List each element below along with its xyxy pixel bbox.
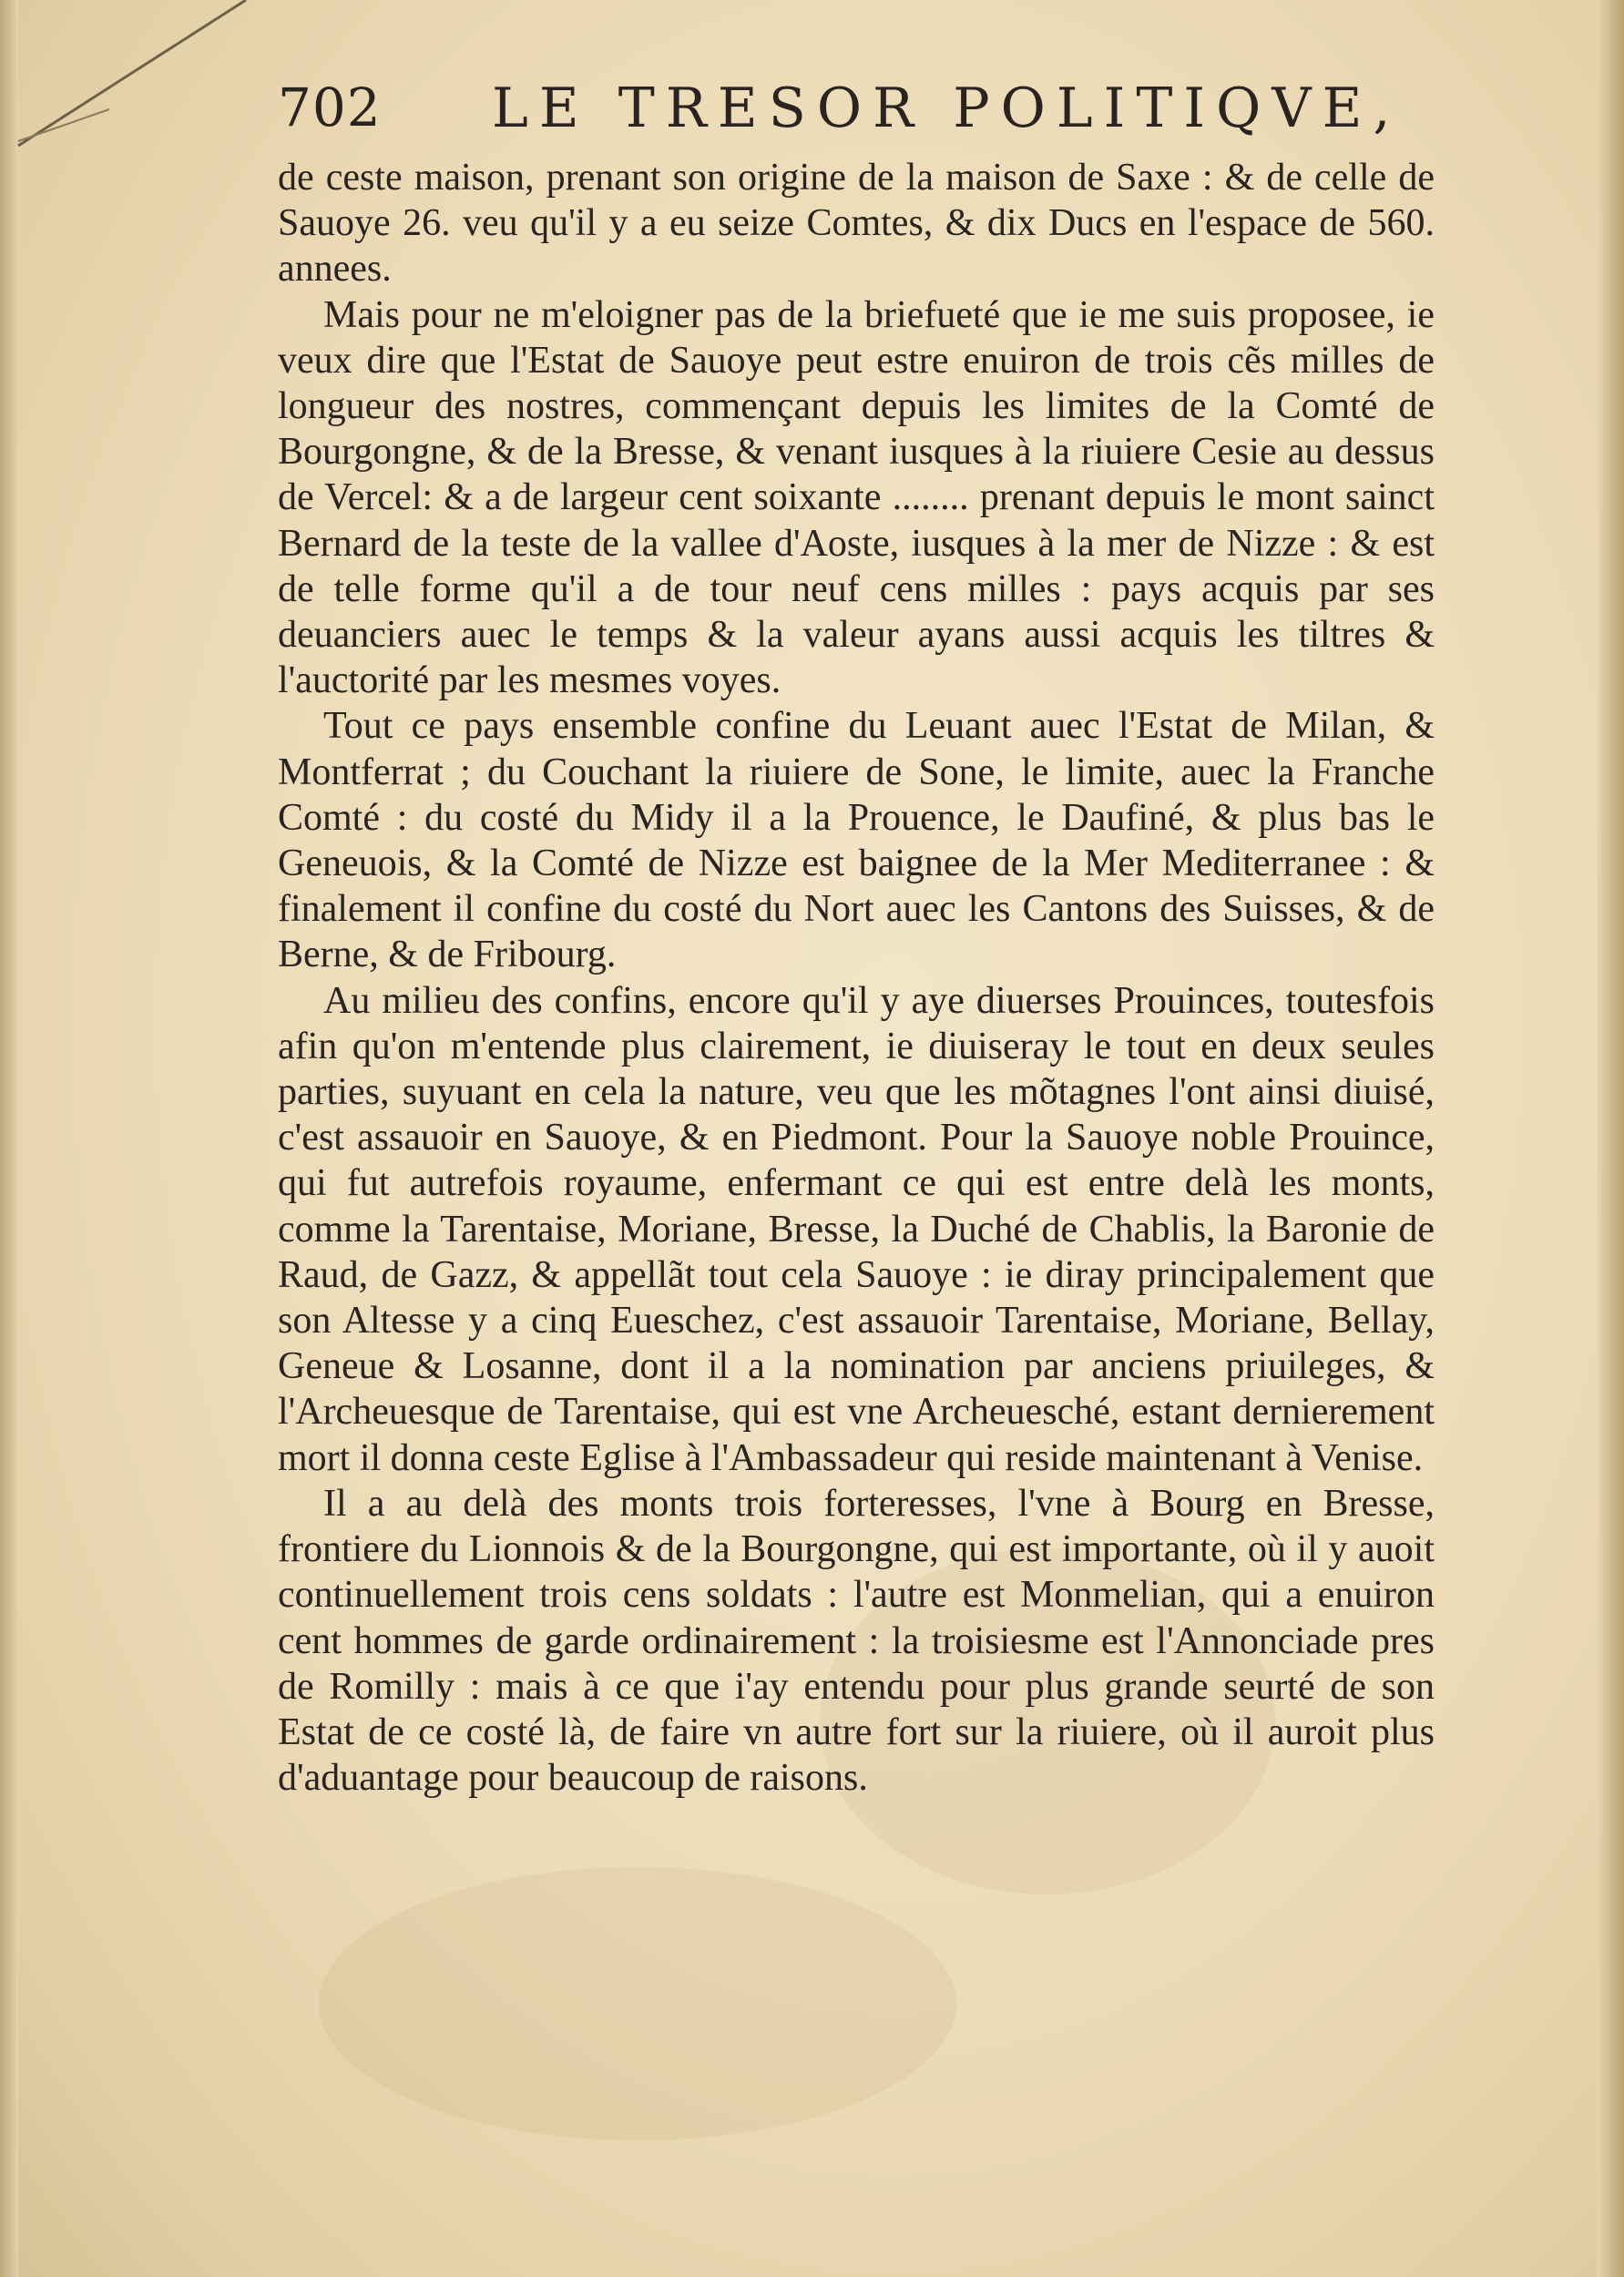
page-number: 702: [278, 77, 382, 138]
paragraph: Mais pour ne m'eloigner pas de la briefueté que ie me suis proposee, ie veux dire que l'Estat de Sauoye peut estre enuiron de trois cẽs milles de longueur des nostres, commençant depuis les limites de la Comté de Bourgongne, & de la Bresse, & venant iusques à la riuiere Cesie au dessus de Vercel: & a de largeur cent soixante ........ prenant depuis le mont sainct Bernard de la teste de la vallee d'Aoste, iusques à la mer de Nizze : & est de telle forme qu'il a de tour neuf cens milles : pays acquis par ses deuanciers auec le temps & la valeur ayans aussi acquis les tiltres & l'auctorité par les mesmes voyes.: [278, 293, 1435, 702]
body-text: [278, 155, 1435, 1801]
paragraph: Il a au delà des monts trois forteresses, l'vne à Bourg en Bresse, frontiere du Lionnois & de la Bourgongne, qui est importante, où il y auoit continuellement trois cens soldats : l'autre est Monmelian, qui a enuiron cent hommes de garde ordinairement : la troisiesme est l'Annonciade pres de Romilly : mais à ce que i'ay entendu pour plus grande seurté de son Estat de ce costé là, de faire vn autre fort sur la riuiere, où il auroit plus d'aduantage pour beaucoup de raisons.: [278, 1482, 1435, 1800]
running-title: LE TRESOR POLITIQVE,: [492, 77, 1402, 140]
paper-stain: [319, 1867, 956, 2140]
page-header: [278, 64, 1435, 155]
page-edge-right: [1597, 0, 1624, 2277]
page-edge-left: [0, 0, 18, 2277]
paragraph: Tout ce pays ensemble confine du Leuant auec l'Estat de Milan, & Montferrat ; du Couchant la riuiere de Sone, le limite, auec la Franche Comté : du costé du Midy il a la Prouence, le Daufiné, & plus bas le Geneuois, & la Comté de Nizze est baignee de la Mer Mediterranee : & finalement il confine du costé du Nort auec les Cantons des Suisses, & de Berne, & de Fribourg.: [278, 705, 1435, 976]
paragraph: Au milieu des confins, encore qu'il y aye diuerses Prouinces, toutesfois afin qu'on m'entende plus clairement, ie diuiseray le tout en deux seules parties, suyuant en cela la nature, veu que les mõtagnes l'ont ainsi diuisé, c'est assauoir en Sauoye, & en Piedmont. Pour la Sauoye noble Prouince, qui fut autrefois royaume, enfermant ce qui est entre delà les monts, comme la Tarentaise, Moriane, Bresse, la Duché de Chablis, la Baronie de Raud, de Gazz, & appellãt tout cela Sauoye : ie diray principalement que son Altesse y a cinq Eueschez, c'est assauoir Tarentaise, Moriane, Bellay, Geneue & Losanne, dont il a la nomination par anciens priuileges, & l'Archeuesque de Tarentaise, qui est vne Archeuesché, estant dernierement mort il donna ceste Eglise à l'Ambassadeur qui reside maintenant à Venise.: [278, 979, 1435, 1479]
folded-corner: [0, 0, 273, 182]
paragraph: de ceste maison, prenant son origine de la maison de Saxe : & de celle de Sauoye 26. veu qu'il y a eu seize Comtes, & dix Ducs en l'espace de 560. annees.: [278, 157, 1435, 291]
